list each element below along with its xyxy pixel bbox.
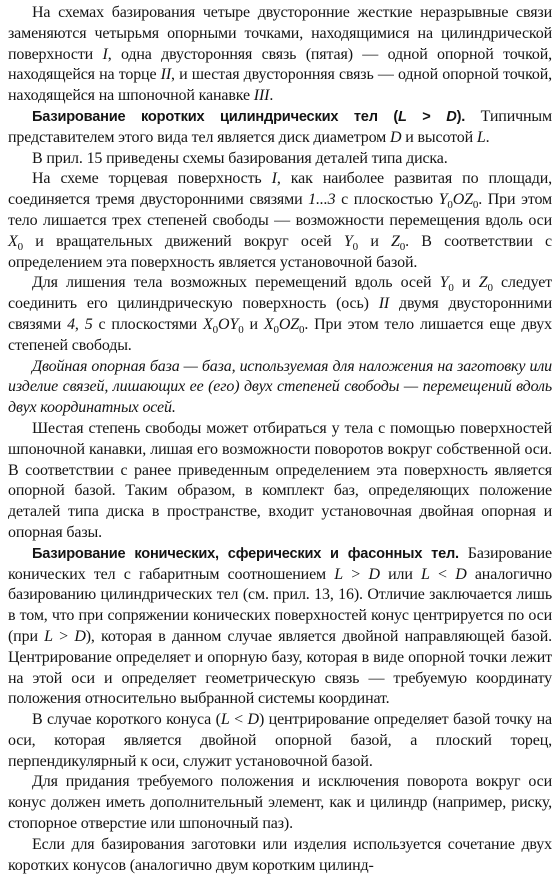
subscript: 0 [298,324,305,337]
subscript: 0 [487,282,493,295]
text-run: , как наиболее развитая по площади, соединяется тремя двусторонними связями [8,170,552,209]
text-run: O [278,315,291,333]
subscript: 0 [447,199,453,212]
text-run: Y [229,315,239,333]
text-run: Y [343,232,353,250]
text-run: D [368,565,380,583]
text-run: Z [391,232,400,250]
text-run: O [452,191,465,209]
text-run: двумя двусторонними связями [8,295,552,333]
subscript: 0 [399,240,406,253]
text-run: D [74,627,86,645]
text-run: В случае короткого конуса ( [32,711,221,729]
text-run: D [247,711,259,729]
text-run: L [334,565,344,583]
paragraph-4 [8,169,552,273]
text-run: O [218,315,230,333]
text-run: и вращательных движений вокруг осей [22,232,344,250]
text-run: . [269,87,274,105]
text-run: X [203,315,213,333]
text-run: Z [464,191,473,209]
text-run: и [243,315,264,333]
text-run: L [220,711,230,729]
subscript: 0 [238,324,244,337]
text-run: На схемах базирования четыре двусторонние жесткие неразрывные связи заменяются четырьмя опорными точками, находящимися на цилиндрической поверхности [8,4,552,63]
text-run: ) центрирование определяет базой точку на оси, которая является двойной опорной базой, а плоский торец, перпендикулярный к оси, служит установочной базой. [8,711,552,770]
text-run: , одна двусторонняя связь (пятая) — одной опорной точкой, находящейся на торце [8,45,552,84]
paragraph-1 [8,3,552,107]
text-run: > [343,565,369,583]
subscript: 0 [472,199,479,212]
text-run: X [8,232,18,250]
text-run: , [74,315,85,333]
text-run: D [389,128,402,146]
text-run: Шестая степень свободы может отбираться у тела с помощью поверхностей шпоночной канавки, лишая его возможности поворотов вокруг собственной оси. В соответствии с ранее приведенным определением эта поверхность является опорной базой. Таким образом, в комплект баз, определяющих положение деталей типа диска в пространстве, входит установочная двойная опорная и опорная базы. [8,419,552,541]
paragraph-11 [8,835,552,877]
text-run: Y [439,274,449,292]
text-run: Z [478,274,488,292]
text-run: L [421,565,430,583]
text-run: и [453,274,479,292]
text-run: L [44,627,53,645]
text-run: . В соответствии с определением эта поверхность является установочной базой. [8,232,552,271]
paragraph-6-definition [8,357,552,419]
text-run: 5 [84,315,93,333]
paragraph-2 [8,107,552,149]
text-run: L [398,108,407,125]
subscript: 0 [17,240,23,253]
text-run: . [485,128,490,146]
text-run: II [160,66,172,84]
text-run: следует соединить его цилиндрическую поверхность (ось) [8,274,552,313]
subscript: 0 [352,240,359,253]
text-run: Если для базирования заготовки или изделия используется сочетание двух коротких конусов (аналогично двум коротким цилинд- [8,835,552,874]
text-run: 4 [67,315,75,333]
text-run: и высотой [401,128,477,146]
paragraph-5 [8,273,552,356]
text-run: D [455,565,467,583]
text-run: . При этом тело лишается еще двух степеней свободы. [8,315,552,354]
text-run: Двойная опорная база — база, используемая для наложения на заготовку или изделие связей, лишающих ее (его) двух степеней свободы — перемещений вдоль двух координатных осей. [8,357,552,417]
subscript: 0 [273,324,279,337]
text-run: > [52,627,75,645]
text-run: Для лишения тела возможных перемещений вдоль осей [32,274,440,292]
text-run: Y [438,191,448,209]
paragraph-3 [8,149,552,170]
text-run: III [253,87,270,105]
subscript: 0 [448,282,454,295]
text-run: Базирование конических, сферических и фасонных тел. [32,545,459,562]
text-run: > [406,108,447,125]
text-run: II [378,295,390,313]
paragraph-10 [8,772,552,834]
text-run: с плоскостями [92,315,204,333]
text-run: X [263,315,274,333]
text-run: I [102,45,108,63]
text-run: Типичным представителем этого вида тел является диск диаметром [8,107,552,146]
text-run: D [446,108,457,125]
text-run: , и шестая двусторонняя связь — одной опорной точкой, находящейся на шпоночной канавке [8,66,552,105]
text-run: < [429,565,456,583]
text-run: I [271,170,277,188]
text-run: L [476,128,486,146]
text-run: Для придания требуемого положения и исключения поворота вокруг оси конус должен иметь дополнительный элемент, как и цилиндр (например, риску, стопорное отверстие или шпоночный паз). [8,773,552,833]
text-run: или [379,565,422,583]
text-run: с плоскостью [335,191,439,209]
text-run: Z [290,315,299,333]
subscript: 0 [212,324,219,337]
text-run: ), которая в данном случае является двойной направляющей базой. Центрирование определяет и опорную базу, которая в виде опорной точки лежит на этой оси и определяет геометрическую связь — требуемую координату положения относительно выбранной системы координат. [8,627,552,708]
paragraph-9 [8,710,552,772]
text-run: и [358,232,392,250]
paragraph-7 [8,419,552,544]
text-run: На схеме торцевая поверхность [32,170,272,188]
text-run: В прил. 15 приведены схемы базирования деталей типа диска. [32,149,448,167]
text-run: 1...3 [308,191,336,209]
text-run: Базирование конических тел с габаритным соотношением [8,544,552,583]
text-run: Базирование коротких цилиндрических тел ( [32,108,399,125]
text-run: . При этом тело лишается трех степеней свободы — возможности перемещения вдоль оси [8,191,552,229]
text-run: < [229,711,248,729]
text-run: аналогично базированию цилиндрических тел (см. прил. 13, 16). Отличие заключается лишь в том, что при сопряжении конических поверхностей конус центрируется по оси (при [8,565,552,645]
text-run: ). [456,108,466,125]
paragraph-8 [8,544,552,710]
